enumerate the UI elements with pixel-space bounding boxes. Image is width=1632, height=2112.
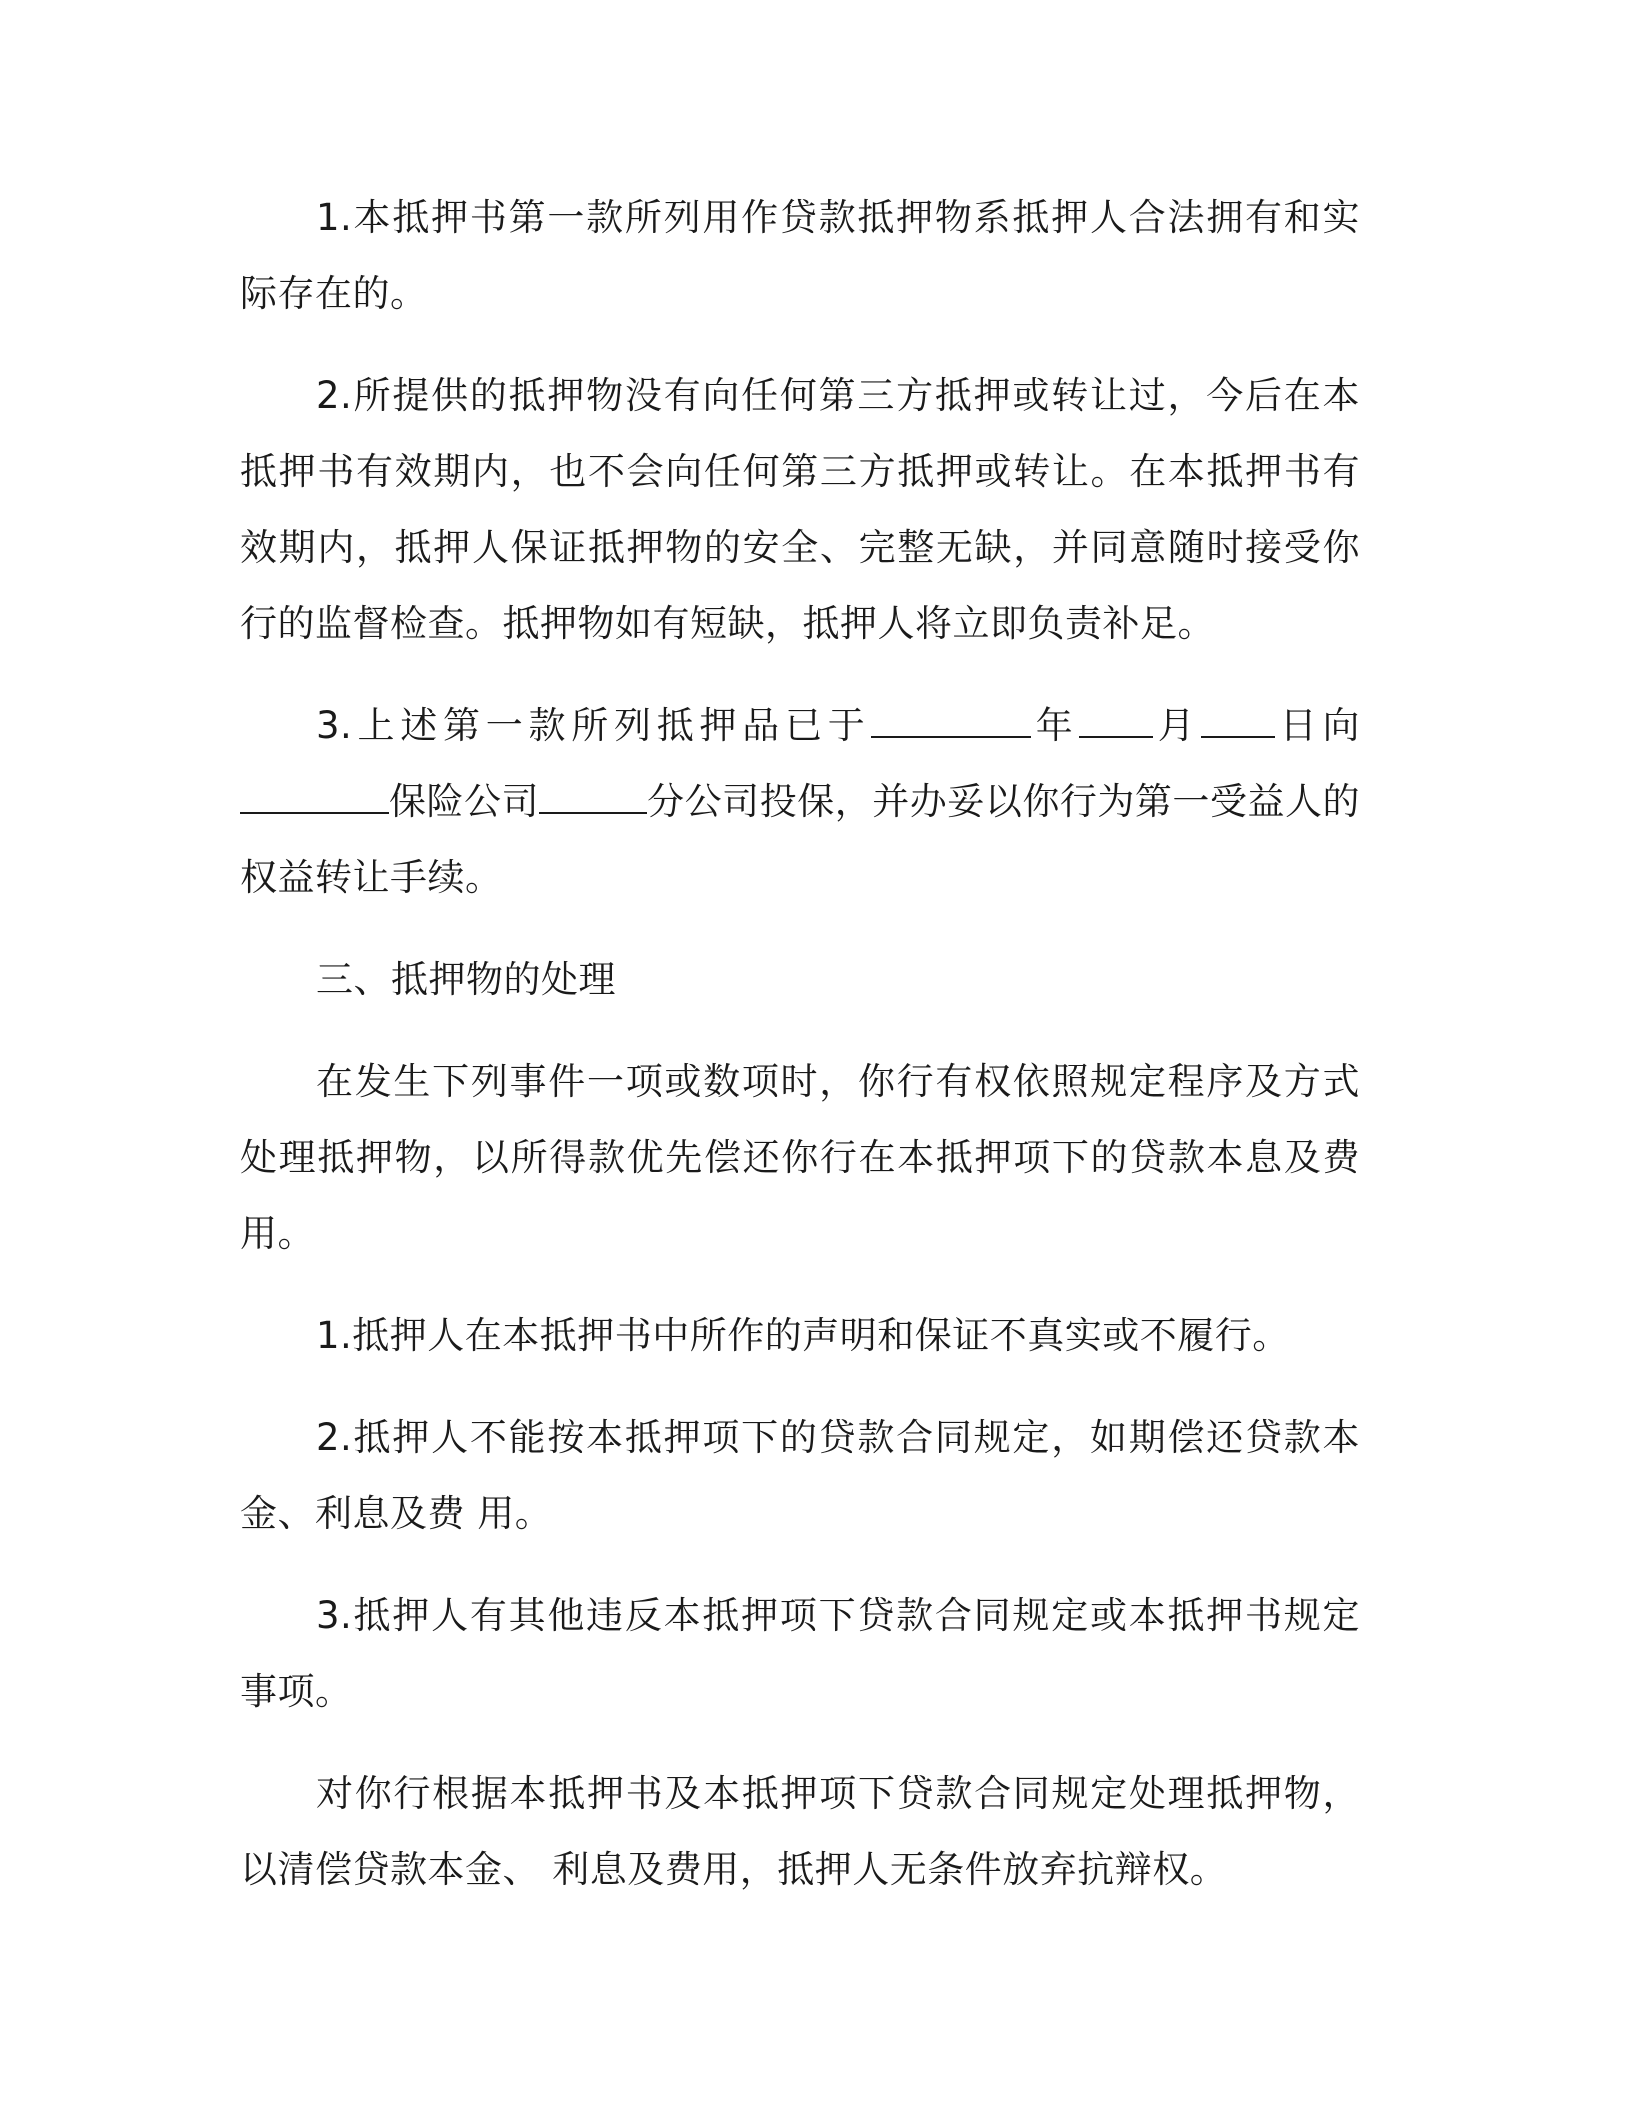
event-1-paragraph: 1.抵押人在本抵押书中所作的声明和保证不真实或不履行。 [316,1314,1290,1357]
event-2-paragraph: 2.抵押人不能按本抵押项下的贷款合同规定，如期偿还贷款本金、利息及费 用。 [240,1416,1360,1535]
clause-3-text-1: 3.上述第一款所列抵押品已于 [316,704,871,747]
document-body [240,180,1360,1934]
clause-3-text-4: 日向 [1274,704,1361,747]
clause-3-text-2: 年 [1030,704,1079,747]
event-3-paragraph: 3.抵押人有其他违反本抵押项下贷款合同规定或本抵押书规定事项。 [240,1594,1360,1713]
clause-3-paragraph [240,688,1360,916]
year-blank [871,690,1031,738]
clause-3-text-6: 分公司投保，并办妥以你行为第一受益人的权益转让手续。 [240,780,1361,899]
day-blank [1201,690,1275,738]
insurer-blank-a [240,766,355,814]
disposal-intro-paragraph: 在发生下列事件一项或数项时，你行有权依照规定程序及方式处理抵押物，以所得款优先偿还你行在本抵押项下的贷款本息及费用。 [240,1060,1360,1255]
month-blank [1079,690,1153,738]
insurer-blank-b [355,766,389,814]
clause-1-paragraph: 1.本抵押书第一款所列用作贷款抵押物系抵押人合法拥有和实际存在的。 [240,196,1360,315]
waiver-paragraph: 对你行根据本抵押书及本抵押项下贷款合同规定处理抵押物，以清偿贷款本金、 利息及费用，抵押人无条件放弃抗辩权。 [240,1772,1360,1891]
branch-blank [539,766,647,814]
clause-3-text-3: 月 [1152,704,1201,747]
section-heading-3: 三、抵押物的处理 [316,958,616,1001]
clause-3-text-5: 保险公司 [389,780,540,823]
clause-2-paragraph: 2.所提供的抵押物没有向任何第三方抵押或转让过，今后在本抵押书有效期内，也不会向任何第三方抵押或转让。在本抵押书有效期内，抵押人保证抵押物的安全、完整无缺，并同意随时接受你行的监督检查。抵押物如有短缺，抵押人将立即负责补足。 [240,374,1360,645]
